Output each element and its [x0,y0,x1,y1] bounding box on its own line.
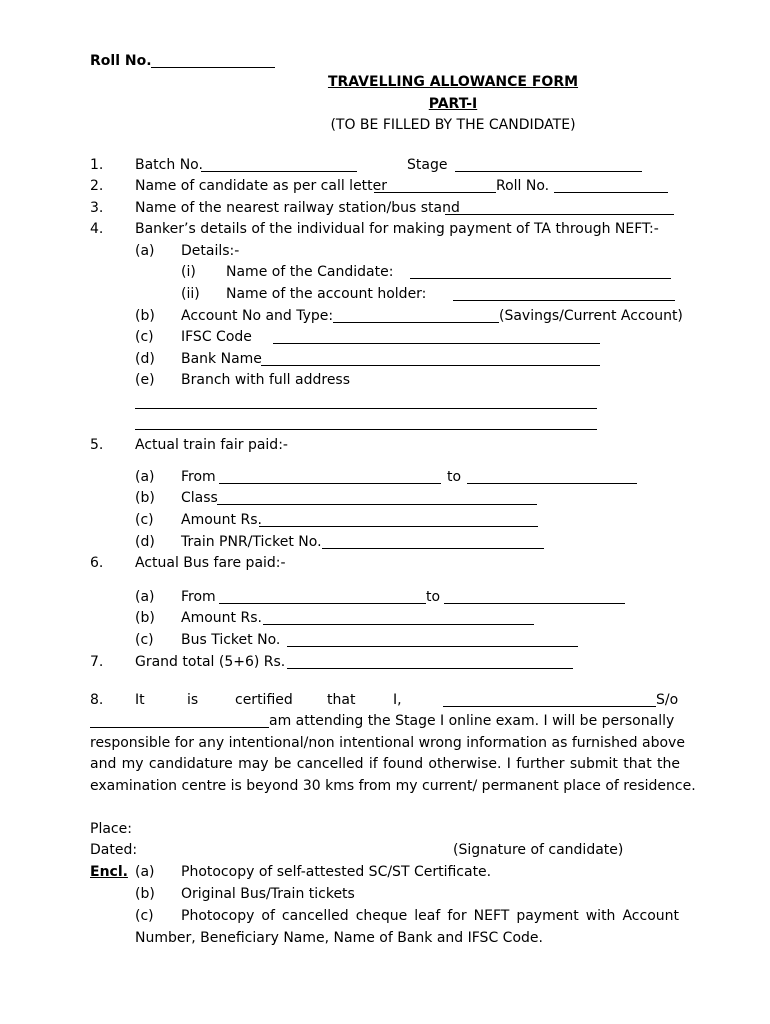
roll-field[interactable] [554,192,668,193]
sub-letter: (c) [135,632,154,648]
father-name-field[interactable] [90,727,269,728]
account-holder-field[interactable] [453,300,675,301]
bus-amount-label: Amount Rs. [181,610,262,626]
account-no-label: Account No and Type: [181,308,334,324]
account-no-field[interactable] [333,322,499,323]
batch-label: Batch No. [135,157,203,173]
cert-word: certified [235,692,293,708]
sub-letter: (a) [135,469,155,485]
cert-text: responsible for any intentional/non intentional wrong information as furnished above [90,735,685,751]
account-candidate-label: Name of the Candidate: [226,264,394,280]
details-label: Details:- [181,243,240,259]
banker-label: Banker’s details of the individual for making payment of TA through NEFT:- [135,221,659,237]
cert-word: It [135,692,145,708]
bank-name-field[interactable] [261,365,600,366]
branch-address-line[interactable] [135,408,597,409]
candidate-name-label: Name of candidate as per call letter [135,178,388,194]
roman-numeral: (ii) [181,286,200,302]
train-to-label: to [447,469,462,485]
cert-text: am attending the Stage I online exam. I will be personally [269,713,675,729]
cert-word: that [327,692,356,708]
account-candidate-field[interactable] [410,278,671,279]
item-number: 5. [90,437,104,453]
bus-from-field[interactable] [219,603,426,604]
sub-letter: (a) [135,243,155,259]
roll-no-field[interactable] [151,67,275,68]
bus-amount-field[interactable] [263,624,534,625]
bank-name-label: Bank Name [181,351,262,367]
enclosures-label: Encl. [90,864,128,880]
certifier-name-field[interactable] [443,706,656,707]
subtitle: (TO BE FILLED BY THE CANDIDATE) [330,117,576,133]
sub-letter: (b) [135,610,155,626]
sub-letter: (a) [135,589,155,605]
sub-letter: (a) [135,864,155,880]
ifsc-label: IFSC Code [181,329,252,345]
train-amount-field[interactable] [259,526,538,527]
sub-letter: (d) [135,351,155,367]
train-fare-label: Actual train fair paid:- [135,437,288,453]
stage-field[interactable] [455,171,642,172]
bus-to-label: to [426,589,441,605]
class-label: Class [181,490,218,506]
train-from-label: From [181,469,216,485]
cert-text: examination centre is beyond 30 kms from my current/ permanent place of residence. [90,778,696,794]
pnr-label: Train PNR/Ticket No. [181,534,322,550]
ifsc-field[interactable] [273,343,600,344]
dated-label: Dated: [90,842,138,858]
roman-numeral: (i) [181,264,196,280]
sub-letter: (c) [135,908,154,924]
item-number: 6. [90,555,104,571]
sub-letter: (e) [135,372,155,388]
train-to-field[interactable] [467,483,637,484]
pnr-field[interactable] [322,548,544,549]
roll-label: Roll No. [496,178,550,194]
bus-ticket-label: Bus Ticket No. [181,632,281,648]
class-field[interactable] [217,504,537,505]
enclosure-item: Original Bus/Train tickets [181,886,355,902]
cert-word: is [187,692,199,708]
sub-letter: (c) [135,329,154,345]
son-of-label: S/o [656,692,679,708]
branch-label: Branch with full address [181,372,351,388]
place-label: Place: [90,821,132,837]
signature-label: (Signature of candidate) [453,842,624,858]
item-number: 3. [90,200,104,216]
sub-letter: (b) [135,490,155,506]
batch-field[interactable] [201,171,357,172]
item-number: 7. [90,654,104,670]
cert-text: and my candidature may be cancelled if found otherwise. I further submit that the [90,756,680,772]
roll-no-label: Roll No. [90,53,152,69]
item-number: 1. [90,157,104,173]
sub-letter: (c) [135,512,154,528]
bus-to-field[interactable] [444,603,625,604]
enclosure-item: Number, Beneficiary Name, Name of Bank and IFSC Code. [135,930,543,946]
train-from-field[interactable] [219,483,441,484]
form-title: TRAVELLING ALLOWANCE FORM [327,74,579,90]
station-field[interactable] [445,214,674,215]
part-heading: PART-I [428,96,478,112]
bus-ticket-field[interactable] [287,646,578,647]
sub-letter: (b) [135,308,155,324]
account-type-label: (Savings/Current Account) [499,308,683,324]
bus-fare-label: Actual Bus fare paid:- [135,555,286,571]
branch-address-line[interactable] [135,429,597,430]
item-number: 2. [90,178,104,194]
bus-from-label: From [181,589,216,605]
train-amount-label: Amount Rs. [181,512,262,528]
grand-total-field[interactable] [287,668,573,669]
item-number: 8. [90,692,104,708]
account-holder-label: Name of the account holder: [226,286,427,302]
cert-word: I, [393,692,402,708]
grand-total-label: Grand total (5+6) Rs. [135,654,286,670]
enclosure-item: Photocopy of self-attested SC/ST Certificate. [181,864,492,880]
stage-label: Stage [407,157,448,173]
sub-letter: (b) [135,886,155,902]
candidate-name-field[interactable] [374,192,496,193]
station-label: Name of the nearest railway station/bus stand [135,200,460,216]
item-number: 4. [90,221,104,237]
sub-letter: (d) [135,534,155,550]
enclosure-item: Photocopy of cancelled cheque leaf for NEFT payment with Account [181,908,679,924]
